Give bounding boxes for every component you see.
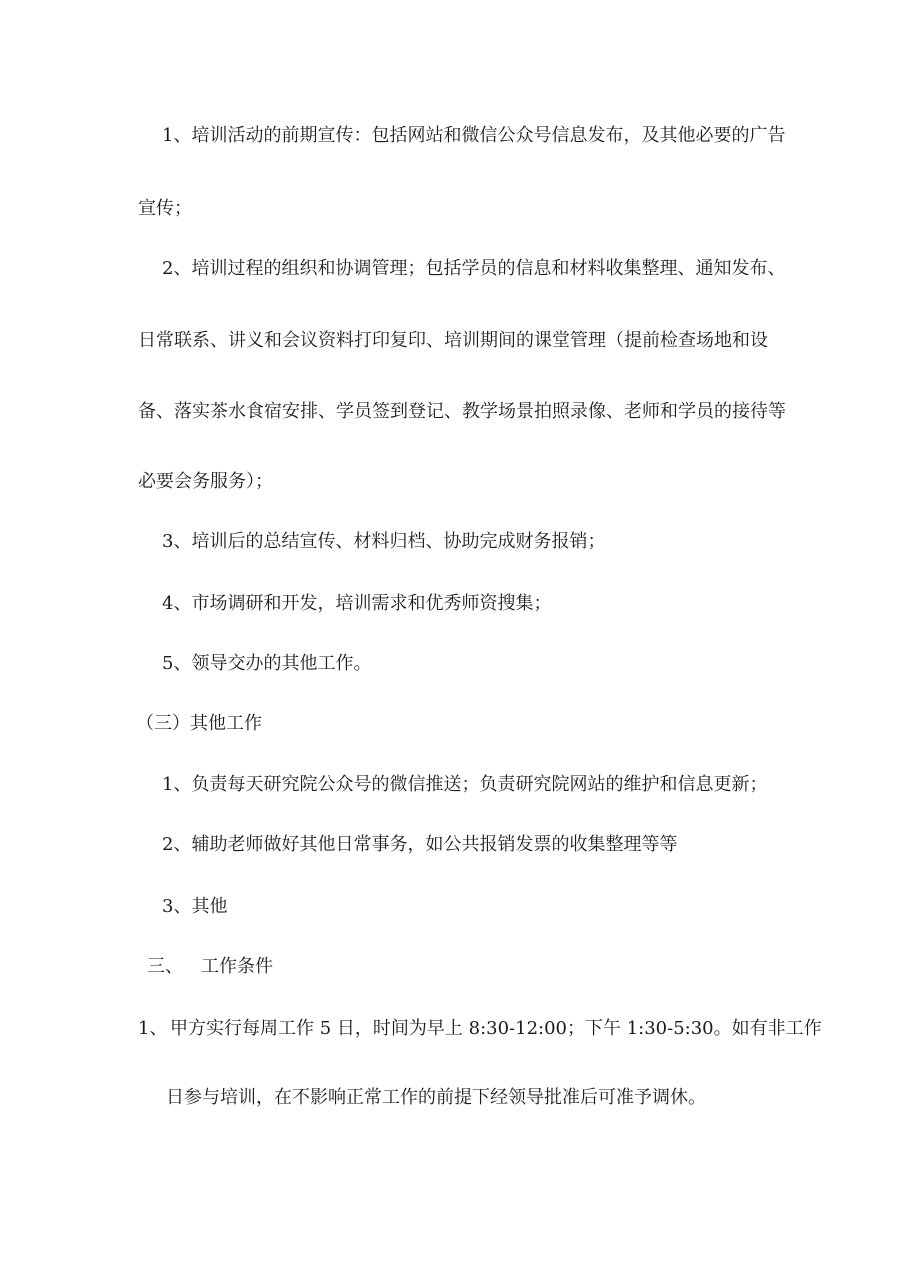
training-item-1-line-2: 宣传； [138, 198, 192, 219]
training-item-2-line-2: 日常联系、讲义和会议资料打印复印、培训期间的课堂管理（提前检查场地和设 [138, 330, 768, 351]
other-work-item-1: 1、负责每天研究院公众号的微信推送；负责研究院网站的维护和信息更新； [162, 774, 768, 795]
condition-1-line-1: 甲方实行每周工作 5 日，时间为早上 8:30-12:00；下午 1:30-5:30。如有非工作 [170, 1018, 822, 1039]
other-work-heading: （三）其他工作 [136, 713, 262, 734]
section-3-number: 三、 [147, 956, 183, 977]
other-work-item-2: 2、辅助老师做好其他日常事务，如公共报销发票的收集整理等等 [162, 834, 678, 855]
section-3-title: 工作条件 [201, 956, 273, 977]
training-item-5: 5、领导交办的其他工作。 [162, 653, 372, 674]
condition-1-line-2: 日参与培训，在不影响正常工作的前提下经领导批准后可准予调休。 [166, 1087, 706, 1108]
training-item-3: 3、培训后的总结宣传、材料归档、协助完成财务报销； [162, 531, 606, 552]
training-item-1-line-1: 1、培训活动的前期宣传：包括网站和微信公众号信息发布，及其他必要的广告 [162, 125, 786, 146]
other-work-item-3: 3、其他 [162, 896, 228, 917]
training-item-2-line-3: 备、落实茶水食宿安排、学员签到登记、教学场景拍照录像、老师和学员的接待等 [138, 401, 786, 422]
training-item-2-line-4: 必要会务服务）； [138, 471, 273, 492]
training-item-4: 4、市场调研和开发，培训需求和优秀师资搜集； [162, 593, 552, 614]
training-item-2-line-1: 2、培训过程的组织和协调管理；包括学员的信息和材料收集整理、通知发布、 [162, 258, 786, 279]
condition-1-number: 1、 [138, 1018, 168, 1039]
